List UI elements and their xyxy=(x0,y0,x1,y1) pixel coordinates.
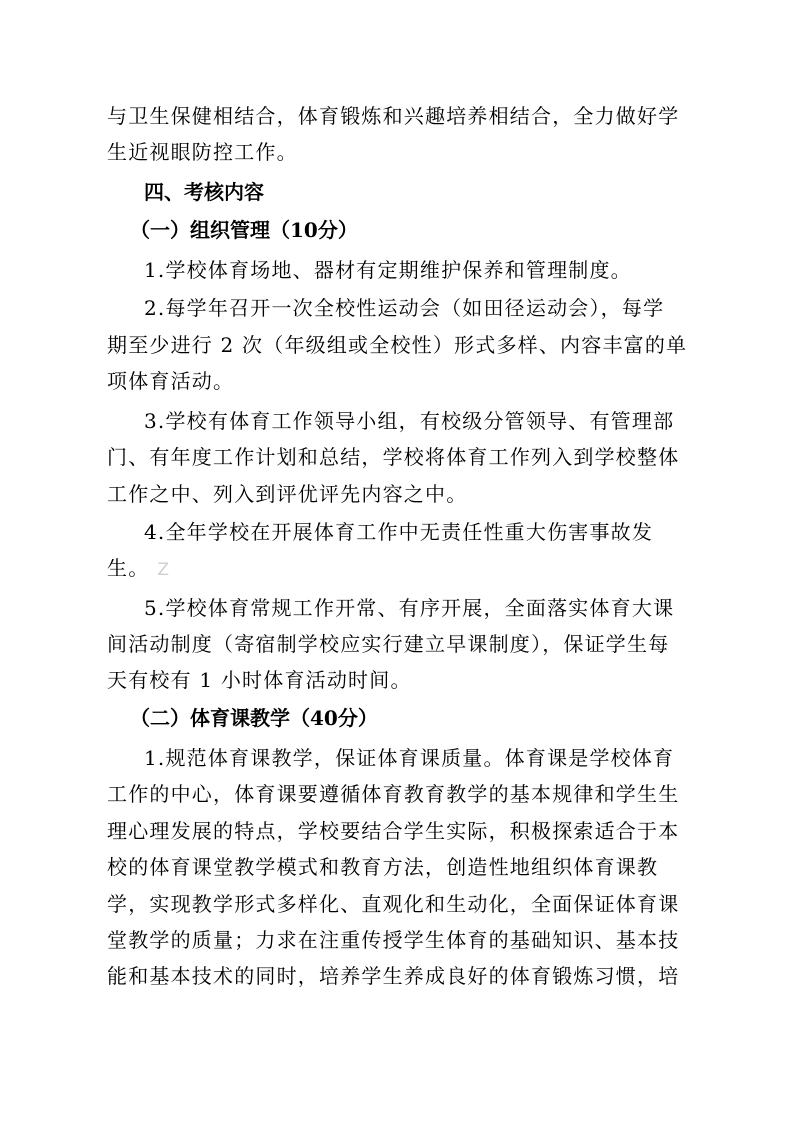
section-heading: 四、考核内容 xyxy=(144,180,264,204)
paragraph-line: 生近视眼防控工作。 xyxy=(107,140,298,164)
paragraph-line: 工作之中、列入到评优评先内容之中。 xyxy=(107,482,468,506)
paragraph-line: 工作的中心，体育课要遵循体育教育教学的基本规律和学生生 xyxy=(107,782,680,806)
paragraph-line: 3.学校有体育工作领导小组，有校级分管领导、有管理部 xyxy=(144,409,675,433)
paragraph-text: 生。 xyxy=(107,556,150,580)
paragraph-line: 项体育活动。 xyxy=(107,369,235,393)
paragraph-line: 2.每学年召开一次全校性运动会（如田径运动会），每学 xyxy=(144,296,665,320)
paragraph-line: 校的体育课堂教学模式和教育方法，创造性地组织体育课教 xyxy=(107,855,659,879)
paragraph-line: 间活动制度（寄宿制学校应实行建立早课制度），保证学生每 xyxy=(107,632,670,656)
paragraph-line: 4.全年学校在开展体育工作中无责任性重大伤害事故发 xyxy=(144,520,654,544)
paragraph-line: 学，实现教学形式多样化、直观化和生动化，全面保证体育课 xyxy=(107,892,680,916)
paragraph-line: 能和基本技术的同时，培养学生养成良好的体育锻炼习惯，培 xyxy=(107,964,680,988)
stray-mark: Z xyxy=(157,560,171,580)
paragraph-line: 堂教学的质量；力求在注重传授学生体育的基础知识、基本技 xyxy=(107,928,680,952)
paragraph-line: 门、有年度工作计划和总结，学校将体育工作列入到学校整体 xyxy=(107,445,680,469)
paragraph-line: 1.学校体育场地、器材有定期维护保养和管理制度。 xyxy=(144,258,632,282)
subsection-heading: （二）体育课教学（40分） xyxy=(130,706,378,730)
subsection-heading: （一）组织管理（10分） xyxy=(130,218,358,242)
paragraph-line xyxy=(107,554,170,582)
paragraph-line: 与卫生保健相结合，体育锻炼和兴趣培养相结合，全力做好学 xyxy=(107,104,680,128)
paragraph-line: 天有校有 1 小时体育活动时间。 xyxy=(107,668,412,692)
paragraph-line: 1.规范体育课教学，保证体育课质量。体育课是学校体育 xyxy=(144,746,675,770)
paragraph-line: 理心理发展的特点，学校要结合学生实际，积极探索适合于本 xyxy=(107,819,680,843)
paragraph-line: 期至少进行 2 次（年级组或全校性）形式多样、内容丰富的单 xyxy=(107,333,688,357)
paragraph-line: 5.学校体育常规工作开常、有序开展，全面落实体育大课 xyxy=(144,596,675,620)
